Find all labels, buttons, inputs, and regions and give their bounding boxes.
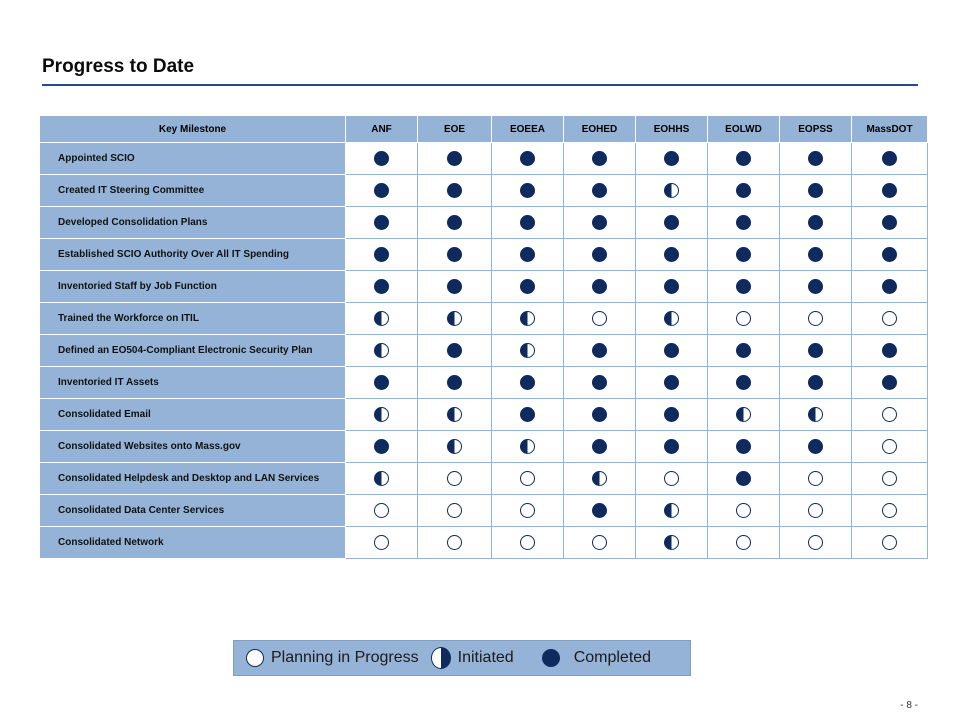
table-row [40,239,928,271]
header-eoeea: EOEEA [492,116,564,143]
planning-status-icon [808,535,823,550]
status-cell [780,431,852,463]
status-cell [852,399,928,431]
completed-status-icon [374,151,389,166]
table-row [40,463,928,495]
status-cell [346,367,418,399]
status-cell [636,463,708,495]
completed-status-icon [664,439,679,454]
legend-completed-label: Completed [573,649,652,666]
planning-status-icon [882,311,897,326]
page-number: - 8 - [900,700,918,711]
completed-status-icon [447,279,462,294]
status-cell [564,399,636,431]
completed-status-icon [882,151,897,166]
milestone-label: Established SCIO Authority Over All IT Spending [40,239,346,271]
completed-status-icon [592,183,607,198]
completed-status-icon [664,375,679,390]
planning-status-icon [882,535,897,550]
completed-status-icon [664,407,679,422]
status-cell [564,527,636,559]
planning-status-icon [736,311,751,326]
completed-status-icon [592,407,607,422]
milestone-label: Consolidated Email [40,399,346,431]
status-cell [418,207,492,239]
status-cell [346,239,418,271]
status-cell [708,143,780,175]
planning-status-icon [374,535,389,550]
status-cell [780,495,852,527]
status-cell [492,207,564,239]
status-cell [418,271,492,303]
initiated-status-icon [447,407,462,422]
milestone-label: Appointed SCIO [40,143,346,175]
status-cell [636,431,708,463]
initiated-status-icon [808,407,823,422]
status-cell [346,207,418,239]
status-cell [346,431,418,463]
planning-status-icon [736,503,751,518]
completed-status-icon [736,151,751,166]
completed-status-icon [374,279,389,294]
status-cell [564,271,636,303]
planning-status-icon [808,471,823,486]
status-cell [346,527,418,559]
legend-initiated [431,647,514,669]
completed-status-icon [374,183,389,198]
milestone-label: Consolidated Helpdesk and Desktop and LAN Services [40,463,346,495]
status-cell [346,335,418,367]
table-row [40,527,928,559]
completed-status-icon [736,375,751,390]
completed-status-icon [808,279,823,294]
planning-status-icon [808,311,823,326]
planning-status-icon [882,503,897,518]
status-cell [564,239,636,271]
legend-planning [246,649,419,667]
status-cell [852,335,928,367]
milestone-label: Developed Consolidation Plans [40,207,346,239]
planning-status-icon [592,311,607,326]
completed-status-icon [808,375,823,390]
status-cell [346,399,418,431]
status-cell [852,527,928,559]
initiated-status-icon [520,439,535,454]
header-eopss: EOPSS [780,116,852,143]
status-cell [346,143,418,175]
completed-status-icon [882,279,897,294]
completed-status-icon [736,439,751,454]
completed-status-icon [592,503,607,518]
completed-status-icon [664,151,679,166]
status-cell [492,527,564,559]
status-cell [708,367,780,399]
completed-status-icon [808,183,823,198]
status-cell [636,143,708,175]
status-cell [346,175,418,207]
completed-status-icon [736,247,751,262]
status-cell [852,207,928,239]
status-cell [492,303,564,335]
completed-status-icon [592,375,607,390]
completed-status-icon [520,247,535,262]
status-cell [636,271,708,303]
header-anf: ANF [346,116,418,143]
table-row [40,367,928,399]
status-cell [636,399,708,431]
status-cell [708,463,780,495]
status-cell [708,527,780,559]
completed-status-icon [882,215,897,230]
status-cell [852,239,928,271]
status-cell [636,303,708,335]
status-cell [564,431,636,463]
status-cell [492,431,564,463]
status-cell [636,335,708,367]
initiated-status-icon [374,407,389,422]
status-cell [418,239,492,271]
initiated-status-icon [664,311,679,326]
milestone-label: Inventoried IT Assets [40,367,346,399]
header-eohhs: EOHHS [636,116,708,143]
status-cell [852,463,928,495]
planning-status-icon [374,503,389,518]
planning-status-icon [882,439,897,454]
status-cell [852,143,928,175]
status-cell [418,143,492,175]
table-row [40,431,928,463]
status-cell [492,495,564,527]
initiated-status-icon [592,471,607,486]
status-cell [492,367,564,399]
status-cell [492,143,564,175]
completed-status-icon [447,375,462,390]
status-cell [346,463,418,495]
completed-status-icon [882,343,897,358]
status-cell [564,367,636,399]
legend-completed [542,649,651,667]
completed-status-icon [374,375,389,390]
completed-status-icon [882,375,897,390]
status-cell [852,303,928,335]
completed-status-icon [592,215,607,230]
planning-status-icon [736,535,751,550]
status-cell [780,399,852,431]
status-cell [708,271,780,303]
completed-status-icon [808,247,823,262]
status-cell [418,431,492,463]
status-cell [418,527,492,559]
planning-status-icon [882,407,897,422]
completed-status-icon [664,343,679,358]
milestone-label: Consolidated Data Center Services [40,495,346,527]
completed-status-icon [592,343,607,358]
status-cell [708,175,780,207]
table-row [40,271,928,303]
completed-status-icon [664,215,679,230]
table-row [40,175,928,207]
completed-status-icon [808,151,823,166]
completed-status-icon [520,151,535,166]
status-cell [346,271,418,303]
completed-status-icon [542,649,560,667]
completed-status-icon [592,439,607,454]
status-cell [418,367,492,399]
initiated-status-icon [431,647,451,669]
completed-status-icon [736,215,751,230]
initiated-status-icon [664,503,679,518]
completed-status-icon [520,279,535,294]
table-row [40,143,928,175]
milestone-label: Inventoried Staff by Job Function [40,271,346,303]
completed-status-icon [520,183,535,198]
completed-status-icon [592,279,607,294]
header-row [40,116,928,143]
status-cell [418,463,492,495]
completed-status-icon [520,407,535,422]
completed-status-icon [808,215,823,230]
planning-status-icon [246,649,264,667]
status-cell [852,271,928,303]
title-divider [42,84,918,86]
milestone-matrix [39,115,928,559]
completed-status-icon [736,279,751,294]
table-row [40,207,928,239]
planning-status-icon [520,535,535,550]
completed-status-icon [374,215,389,230]
status-cell [780,207,852,239]
status-cell [346,303,418,335]
status-cell [492,271,564,303]
legend-planning-label: Planning in Progress [271,649,419,666]
milestone-label: Trained the Workforce on ITIL [40,303,346,335]
completed-status-icon [664,247,679,262]
status-cell [852,431,928,463]
status-cell [780,367,852,399]
status-cell [492,239,564,271]
initiated-status-icon [447,311,462,326]
table-row [40,335,928,367]
initiated-status-icon [374,343,389,358]
status-cell [780,527,852,559]
status-cell [852,175,928,207]
status-cell [564,463,636,495]
status-cell [636,175,708,207]
status-cell [636,367,708,399]
milestone-label: Consolidated Network [40,527,346,559]
status-cell [564,207,636,239]
completed-status-icon [808,343,823,358]
completed-status-icon [520,375,535,390]
legend [233,640,691,676]
initiated-status-icon [520,311,535,326]
status-cell [708,207,780,239]
completed-status-icon [447,215,462,230]
initiated-status-icon [374,311,389,326]
status-cell [780,175,852,207]
status-cell [418,495,492,527]
status-cell [346,495,418,527]
matrix-body [40,143,928,559]
initiated-status-icon [520,343,535,358]
status-cell [636,207,708,239]
completed-status-icon [736,183,751,198]
status-cell [564,495,636,527]
status-cell [708,431,780,463]
status-cell [418,175,492,207]
status-cell [708,399,780,431]
status-cell [492,463,564,495]
completed-status-icon [592,247,607,262]
header-eolwd: EOLWD [708,116,780,143]
planning-status-icon [882,471,897,486]
milestone-label: Created IT Steering Committee [40,175,346,207]
table-row [40,399,928,431]
status-cell [418,335,492,367]
status-cell [492,399,564,431]
completed-status-icon [664,279,679,294]
status-cell [418,399,492,431]
completed-status-icon [447,343,462,358]
status-cell [780,271,852,303]
status-cell [636,239,708,271]
status-cell [564,143,636,175]
planning-status-icon [520,503,535,518]
milestone-label: Defined an EO504-Compliant Electronic Security Plan [40,335,346,367]
header-eoe: EOE [418,116,492,143]
status-cell [708,495,780,527]
planning-status-icon [520,471,535,486]
completed-status-icon [447,247,462,262]
status-cell [708,239,780,271]
status-cell [780,463,852,495]
completed-status-icon [808,439,823,454]
completed-status-icon [736,343,751,358]
status-cell [780,239,852,271]
status-cell [418,303,492,335]
planning-status-icon [447,471,462,486]
completed-status-icon [374,439,389,454]
completed-status-icon [520,215,535,230]
status-cell [564,175,636,207]
completed-status-icon [882,183,897,198]
page-title: Progress to Date [42,56,195,77]
completed-status-icon [736,471,751,486]
initiated-status-icon [664,183,679,198]
completed-status-icon [447,183,462,198]
planning-status-icon [592,535,607,550]
status-cell [780,143,852,175]
milestone-label: Consolidated Websites onto Mass.gov [40,431,346,463]
status-cell [852,367,928,399]
completed-status-icon [374,247,389,262]
status-cell [492,335,564,367]
status-cell [852,495,928,527]
status-cell [780,303,852,335]
status-cell [636,527,708,559]
planning-status-icon [447,503,462,518]
status-cell [708,335,780,367]
completed-status-icon [592,151,607,166]
status-cell [780,335,852,367]
initiated-status-icon [447,439,462,454]
status-cell [492,175,564,207]
status-cell [708,303,780,335]
table-row [40,303,928,335]
header-eohed: EOHED [564,116,636,143]
status-cell [636,495,708,527]
initiated-status-icon [374,471,389,486]
completed-status-icon [447,151,462,166]
table-row [40,495,928,527]
legend-initiated-label: Initiated [457,649,514,666]
status-cell [564,303,636,335]
completed-status-icon [882,247,897,262]
planning-status-icon [447,535,462,550]
header-massdot: MassDOT [852,116,928,143]
planning-status-icon [808,503,823,518]
initiated-status-icon [736,407,751,422]
status-cell [564,335,636,367]
planning-status-icon [664,471,679,486]
initiated-status-icon [664,535,679,550]
header-key-milestone: Key Milestone [40,116,346,143]
